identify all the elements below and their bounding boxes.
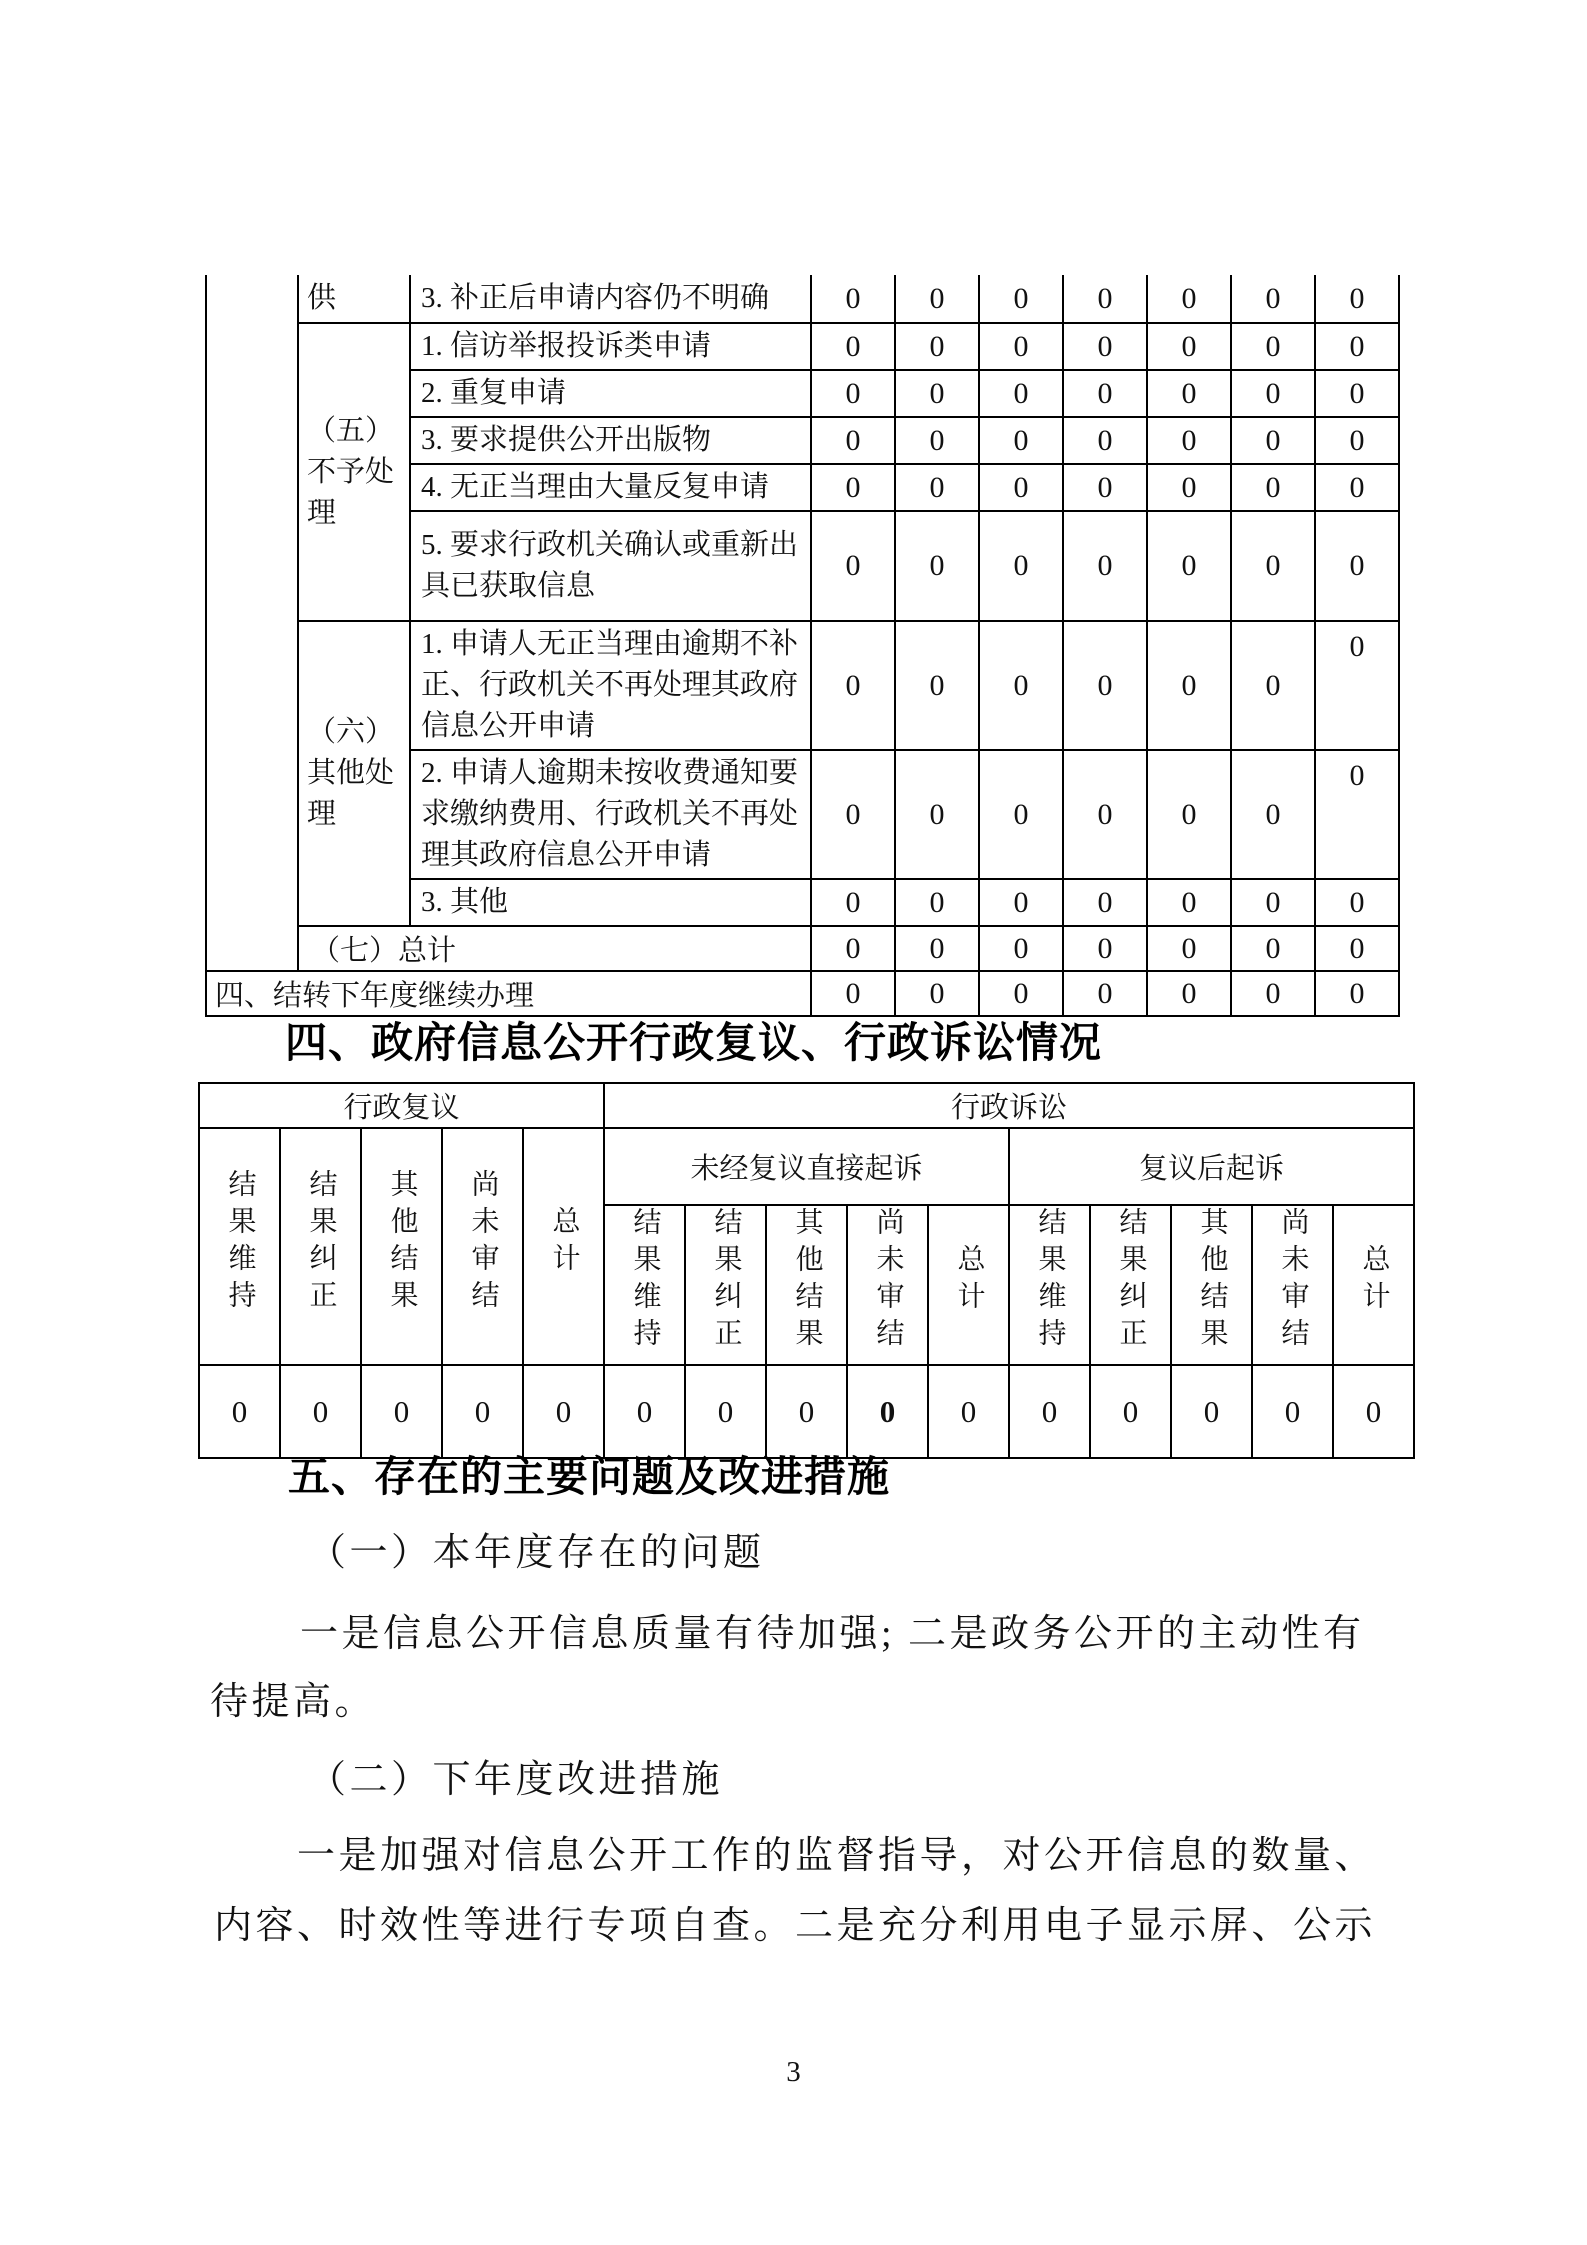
value-cell: 0 — [1231, 464, 1315, 511]
value-cell: 0 — [1231, 750, 1315, 879]
value-cell: 0 — [1147, 926, 1231, 971]
section5-title: 五、存在的主要问题及改进措施 — [288, 1453, 891, 1500]
value-cell: 0 — [1063, 370, 1147, 417]
value-cell: 0 — [1063, 275, 1147, 323]
vertical-header-text: 总计 — [953, 1244, 985, 1318]
desc-cell: 1. 信访举报投诉类申请 — [410, 323, 811, 370]
vertical-header-text: 结果纠正 — [710, 1207, 742, 1355]
value-cell: 0 — [979, 323, 1063, 370]
page-number: 3 — [786, 2056, 801, 2088]
value-cell: 0 — [442, 1365, 523, 1458]
value-cell: 0 — [811, 926, 895, 971]
value-cell: 0 — [811, 275, 895, 323]
value-cell: 0 — [979, 417, 1063, 464]
value-cell: 0 — [1333, 1365, 1414, 1458]
section4-title: 四、政府信息公开行政复议、行政诉讼情况 — [285, 1019, 1103, 1066]
value-cell: 0 — [1231, 971, 1315, 1016]
desc-cell: 3. 其他 — [410, 879, 811, 926]
value-cell: 0 — [1315, 370, 1399, 417]
value-cell: 0 — [979, 750, 1063, 879]
carryover-label-cell: 四、结转下年度继续办理 — [206, 971, 811, 1016]
vertical-header-text: 结果纠正 — [305, 1168, 337, 1317]
value-cell: 0 — [1147, 417, 1231, 464]
value-cell: 0 — [979, 879, 1063, 926]
value-cell: 0 — [1231, 926, 1315, 971]
value-cell: 0 — [1063, 464, 1147, 511]
category-cell: （六）其他处理 — [298, 621, 410, 926]
value-cell: 0 — [1231, 511, 1315, 621]
paragraph-line: 内容、时效性等进行专项自查。二是充分利用电子显示屏、公示 — [214, 1905, 1377, 1947]
value-cell: 0 — [847, 1365, 928, 1458]
value-cell: 0 — [1231, 621, 1315, 750]
value-cell: 0 — [811, 621, 895, 750]
value-cell: 0 — [895, 750, 979, 879]
value-cell: 0 — [1231, 370, 1315, 417]
after-review-suit-header-cell: 复议后起诉 — [1009, 1128, 1414, 1205]
value-cell: 0 — [1090, 1365, 1171, 1458]
paragraph-line: 待提高。 — [210, 1681, 377, 1723]
value-cell: 0 — [1315, 417, 1399, 464]
value-cell: 0 — [895, 971, 979, 1016]
value-cell: 0 — [895, 370, 979, 417]
value-cell: 0 — [811, 370, 895, 417]
vertical-header-text: 尚未审结 — [467, 1168, 499, 1317]
column-header-cell — [199, 1128, 280, 1365]
column-header-cell — [1009, 1205, 1090, 1365]
category-cell: 供 — [298, 275, 410, 323]
value-cell: 0 — [1315, 971, 1399, 1016]
value-cell: 0 — [895, 621, 979, 750]
value-cell: 0 — [1063, 879, 1147, 926]
application-results-table — [205, 275, 1400, 1017]
desc-cell: 4. 无正当理由大量反复申请 — [410, 464, 811, 511]
value-cell: 0 — [1315, 926, 1399, 971]
value-cell: 0 — [811, 417, 895, 464]
vertical-header-text: 总计 — [1358, 1244, 1390, 1318]
value-cell: 0 — [1315, 750, 1399, 879]
value-cell: 0 — [979, 275, 1063, 323]
value-cell: 0 — [361, 1365, 442, 1458]
value-cell: 0 — [811, 971, 895, 1016]
value-cell: 0 — [1147, 370, 1231, 417]
value-cell: 0 — [1147, 464, 1231, 511]
paragraph-line: 一是信息公开信息质量有待加强; 二是政务公开的主动性有 — [300, 1613, 1365, 1655]
vertical-header-text: 结果维持 — [1034, 1207, 1066, 1355]
column-header-cell — [1171, 1205, 1252, 1365]
table-row-sub-headers — [199, 1128, 1414, 1205]
value-cell: 0 — [979, 370, 1063, 417]
value-cell: 0 — [523, 1365, 604, 1458]
direct-suit-header-cell: 未经复议直接起诉 — [604, 1128, 1009, 1205]
column-header-cell — [442, 1128, 523, 1365]
value-cell: 0 — [1315, 511, 1399, 621]
column-header-cell — [685, 1205, 766, 1365]
vertical-header-text: 总计 — [548, 1205, 580, 1280]
value-cell: 0 — [1315, 275, 1399, 323]
column-header-cell — [604, 1205, 685, 1365]
column-header-cell — [1333, 1205, 1414, 1365]
column-header-cell — [928, 1205, 1009, 1365]
column-header-cell — [1090, 1205, 1171, 1365]
value-cell: 0 — [199, 1365, 280, 1458]
table-row-total — [206, 926, 1399, 971]
value-cell: 0 — [685, 1365, 766, 1458]
value-cell: 0 — [1063, 926, 1147, 971]
desc-cell: 5. 要求行政机关确认或重新出具已获取信息 — [410, 511, 811, 621]
value-cell: 0 — [811, 879, 895, 926]
value-cell: 0 — [604, 1365, 685, 1458]
value-cell: 0 — [1231, 323, 1315, 370]
value-cell: 0 — [1147, 511, 1231, 621]
value-cell: 0 — [811, 323, 895, 370]
vertical-header-text: 结果维持 — [629, 1207, 661, 1355]
value-cell: 0 — [1063, 750, 1147, 879]
value-cell: 0 — [1063, 511, 1147, 621]
table-row-group-headers — [199, 1083, 1414, 1128]
value-cell: 0 — [895, 417, 979, 464]
vertical-header-text: 其他结果 — [1196, 1207, 1228, 1355]
value-cell: 0 — [1315, 879, 1399, 926]
desc-cell: 2. 重复申请 — [410, 370, 811, 417]
litigation-header-cell: 行政诉讼 — [604, 1083, 1414, 1128]
value-cell: 0 — [895, 464, 979, 511]
value-cell: 0 — [811, 464, 895, 511]
column-header-cell — [361, 1128, 442, 1365]
value-cell: 0 — [895, 879, 979, 926]
value-cell: 0 — [1252, 1365, 1333, 1458]
table-row — [206, 621, 1399, 750]
desc-cell: 3. 补正后申请内容仍不明确 — [410, 275, 811, 323]
value-cell: 0 — [1147, 879, 1231, 926]
value-cell: 0 — [1171, 1365, 1252, 1458]
value-cell: 0 — [1063, 621, 1147, 750]
value-cell: 0 — [928, 1365, 1009, 1458]
value-cell: 0 — [979, 926, 1063, 971]
value-cell: 0 — [1147, 275, 1231, 323]
value-cell: 0 — [1147, 323, 1231, 370]
value-cell: 0 — [811, 750, 895, 879]
value-cell: 0 — [895, 511, 979, 621]
value-cell: 0 — [1231, 417, 1315, 464]
value-cell: 0 — [979, 971, 1063, 1016]
desc-cell: 3. 要求提供公开出版物 — [410, 417, 811, 464]
value-cell: 0 — [1147, 971, 1231, 1016]
value-cell: 0 — [1147, 750, 1231, 879]
vertical-header-text: 尚未审结 — [1277, 1207, 1309, 1355]
column-header-cell — [1252, 1205, 1333, 1365]
empty-continuation-cell — [206, 275, 298, 971]
value-cell: 0 — [979, 621, 1063, 750]
vertical-header-text: 其他结果 — [386, 1168, 418, 1317]
total-label-cell: （七）总计 — [298, 926, 811, 971]
value-cell: 0 — [1063, 323, 1147, 370]
desc-cell: 2. 申请人逾期未按收费通知要求缴纳费用、行政机关不再处理其政府信息公开申请 — [410, 750, 811, 879]
value-cell: 0 — [1063, 971, 1147, 1016]
value-cell: 0 — [979, 511, 1063, 621]
value-cell: 0 — [1315, 464, 1399, 511]
column-header-cell — [523, 1128, 604, 1365]
value-cell: 0 — [895, 275, 979, 323]
value-cell: 0 — [1231, 275, 1315, 323]
value-cell: 0 — [1315, 621, 1399, 750]
column-header-cell — [847, 1205, 928, 1365]
value-cell: 0 — [280, 1365, 361, 1458]
table-row — [206, 323, 1399, 370]
value-cell: 0 — [766, 1365, 847, 1458]
desc-cell: 1. 申请人无正当理由逾期不补正、行政机关不再处理其政府信息公开申请 — [410, 621, 811, 750]
value-cell: 0 — [1063, 417, 1147, 464]
table-row — [206, 275, 1399, 323]
vertical-header-text: 其他结果 — [791, 1207, 823, 1355]
value-cell: 0 — [979, 464, 1063, 511]
value-cell: 0 — [1147, 621, 1231, 750]
value-cell: 0 — [1315, 323, 1399, 370]
paragraph-line: （二）下年度改进措施 — [308, 1759, 724, 1801]
vertical-header-text: 结果纠正 — [1115, 1207, 1147, 1355]
column-header-cell — [280, 1128, 361, 1365]
column-header-cell — [766, 1205, 847, 1365]
paragraph-line: 一是加强对信息公开工作的监督指导，对公开信息的数量、 — [297, 1835, 1377, 1877]
value-cell: 0 — [1231, 879, 1315, 926]
value-cell: 0 — [811, 511, 895, 621]
value-cell: 0 — [895, 323, 979, 370]
review-header-cell: 行政复议 — [199, 1083, 604, 1128]
value-cell: 0 — [895, 926, 979, 971]
paragraph-line: （一）本年度存在的问题 — [308, 1532, 765, 1574]
vertical-header-text: 结果维持 — [224, 1168, 256, 1317]
vertical-header-text: 尚未审结 — [872, 1207, 904, 1355]
category-cell: （五）不予处理 — [298, 323, 410, 621]
review-litigation-table — [198, 1082, 1415, 1459]
value-cell: 0 — [1009, 1365, 1090, 1458]
